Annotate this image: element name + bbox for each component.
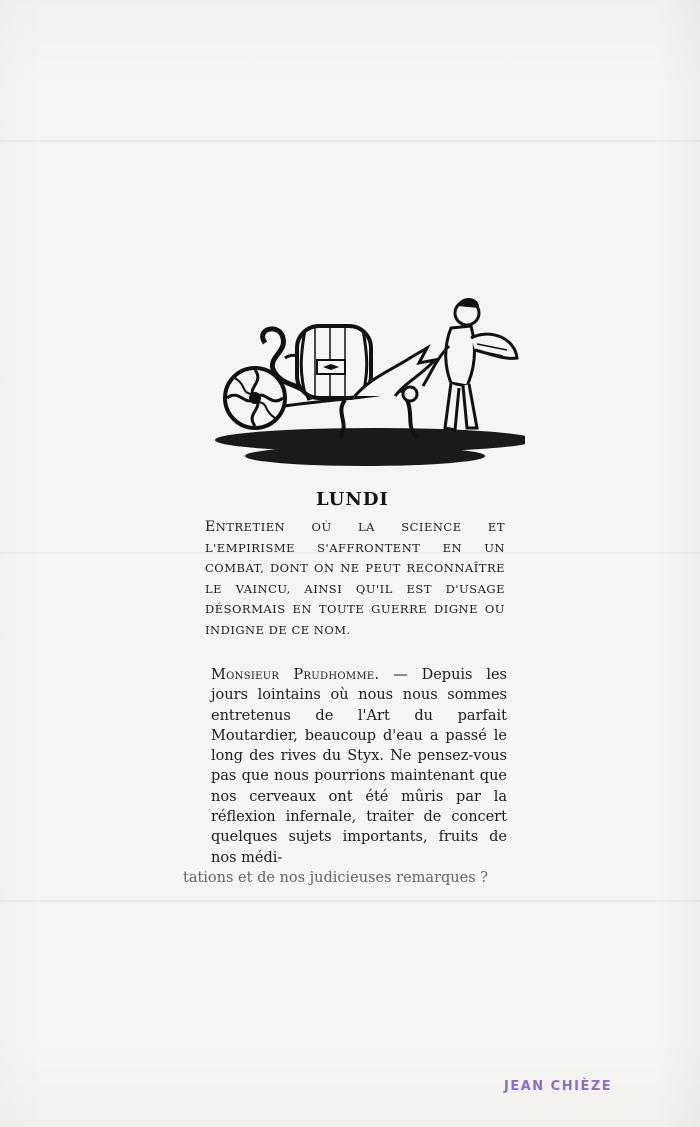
cherub-icon xyxy=(423,298,517,430)
speaker-name: Monsieur Prudhomme. xyxy=(211,667,380,683)
summary-text: NTRETIEN OÙ LA SCIENCE ET L'EMPIRISME S'AFFRONTENT EN UN COMBAT, DONT ON NE PEUT RECONNAÎTRE LE VAINCU, AINSI QU'IL EST D'USAGE DÉSORMAIS EN TOUTE GUERRE DIGNE OU INDIGNE DE CE NOM. xyxy=(205,520,505,637)
paper-fold xyxy=(0,900,700,902)
author-stamp: JEAN CHIÈZE xyxy=(504,1079,613,1094)
chapter-summary xyxy=(205,517,505,640)
page-title: LUNDI xyxy=(316,489,389,510)
summary-initial: E xyxy=(205,519,216,535)
dialogue-faded-end: tations et de nos judicieuses remarques ? xyxy=(183,869,489,886)
paper-fold xyxy=(0,140,700,142)
dialogue-paragraph xyxy=(183,665,507,888)
dialogue-text: — Depuis les jours lointains où nous nous sommes entretenus de l'Art du parfait Moutardier, beaucoup d'eau a passé le long des rives du Styx. Ne pensez-vous pas que nous pourrions maintenant que nos cerveaux ont été mûris par la réflexion infernale, traiter de concert quelques sujets importants, fruits de nos médi- xyxy=(211,667,507,866)
barrel-icon xyxy=(297,326,371,398)
cherub-barrel-cart-illustration xyxy=(205,288,525,473)
